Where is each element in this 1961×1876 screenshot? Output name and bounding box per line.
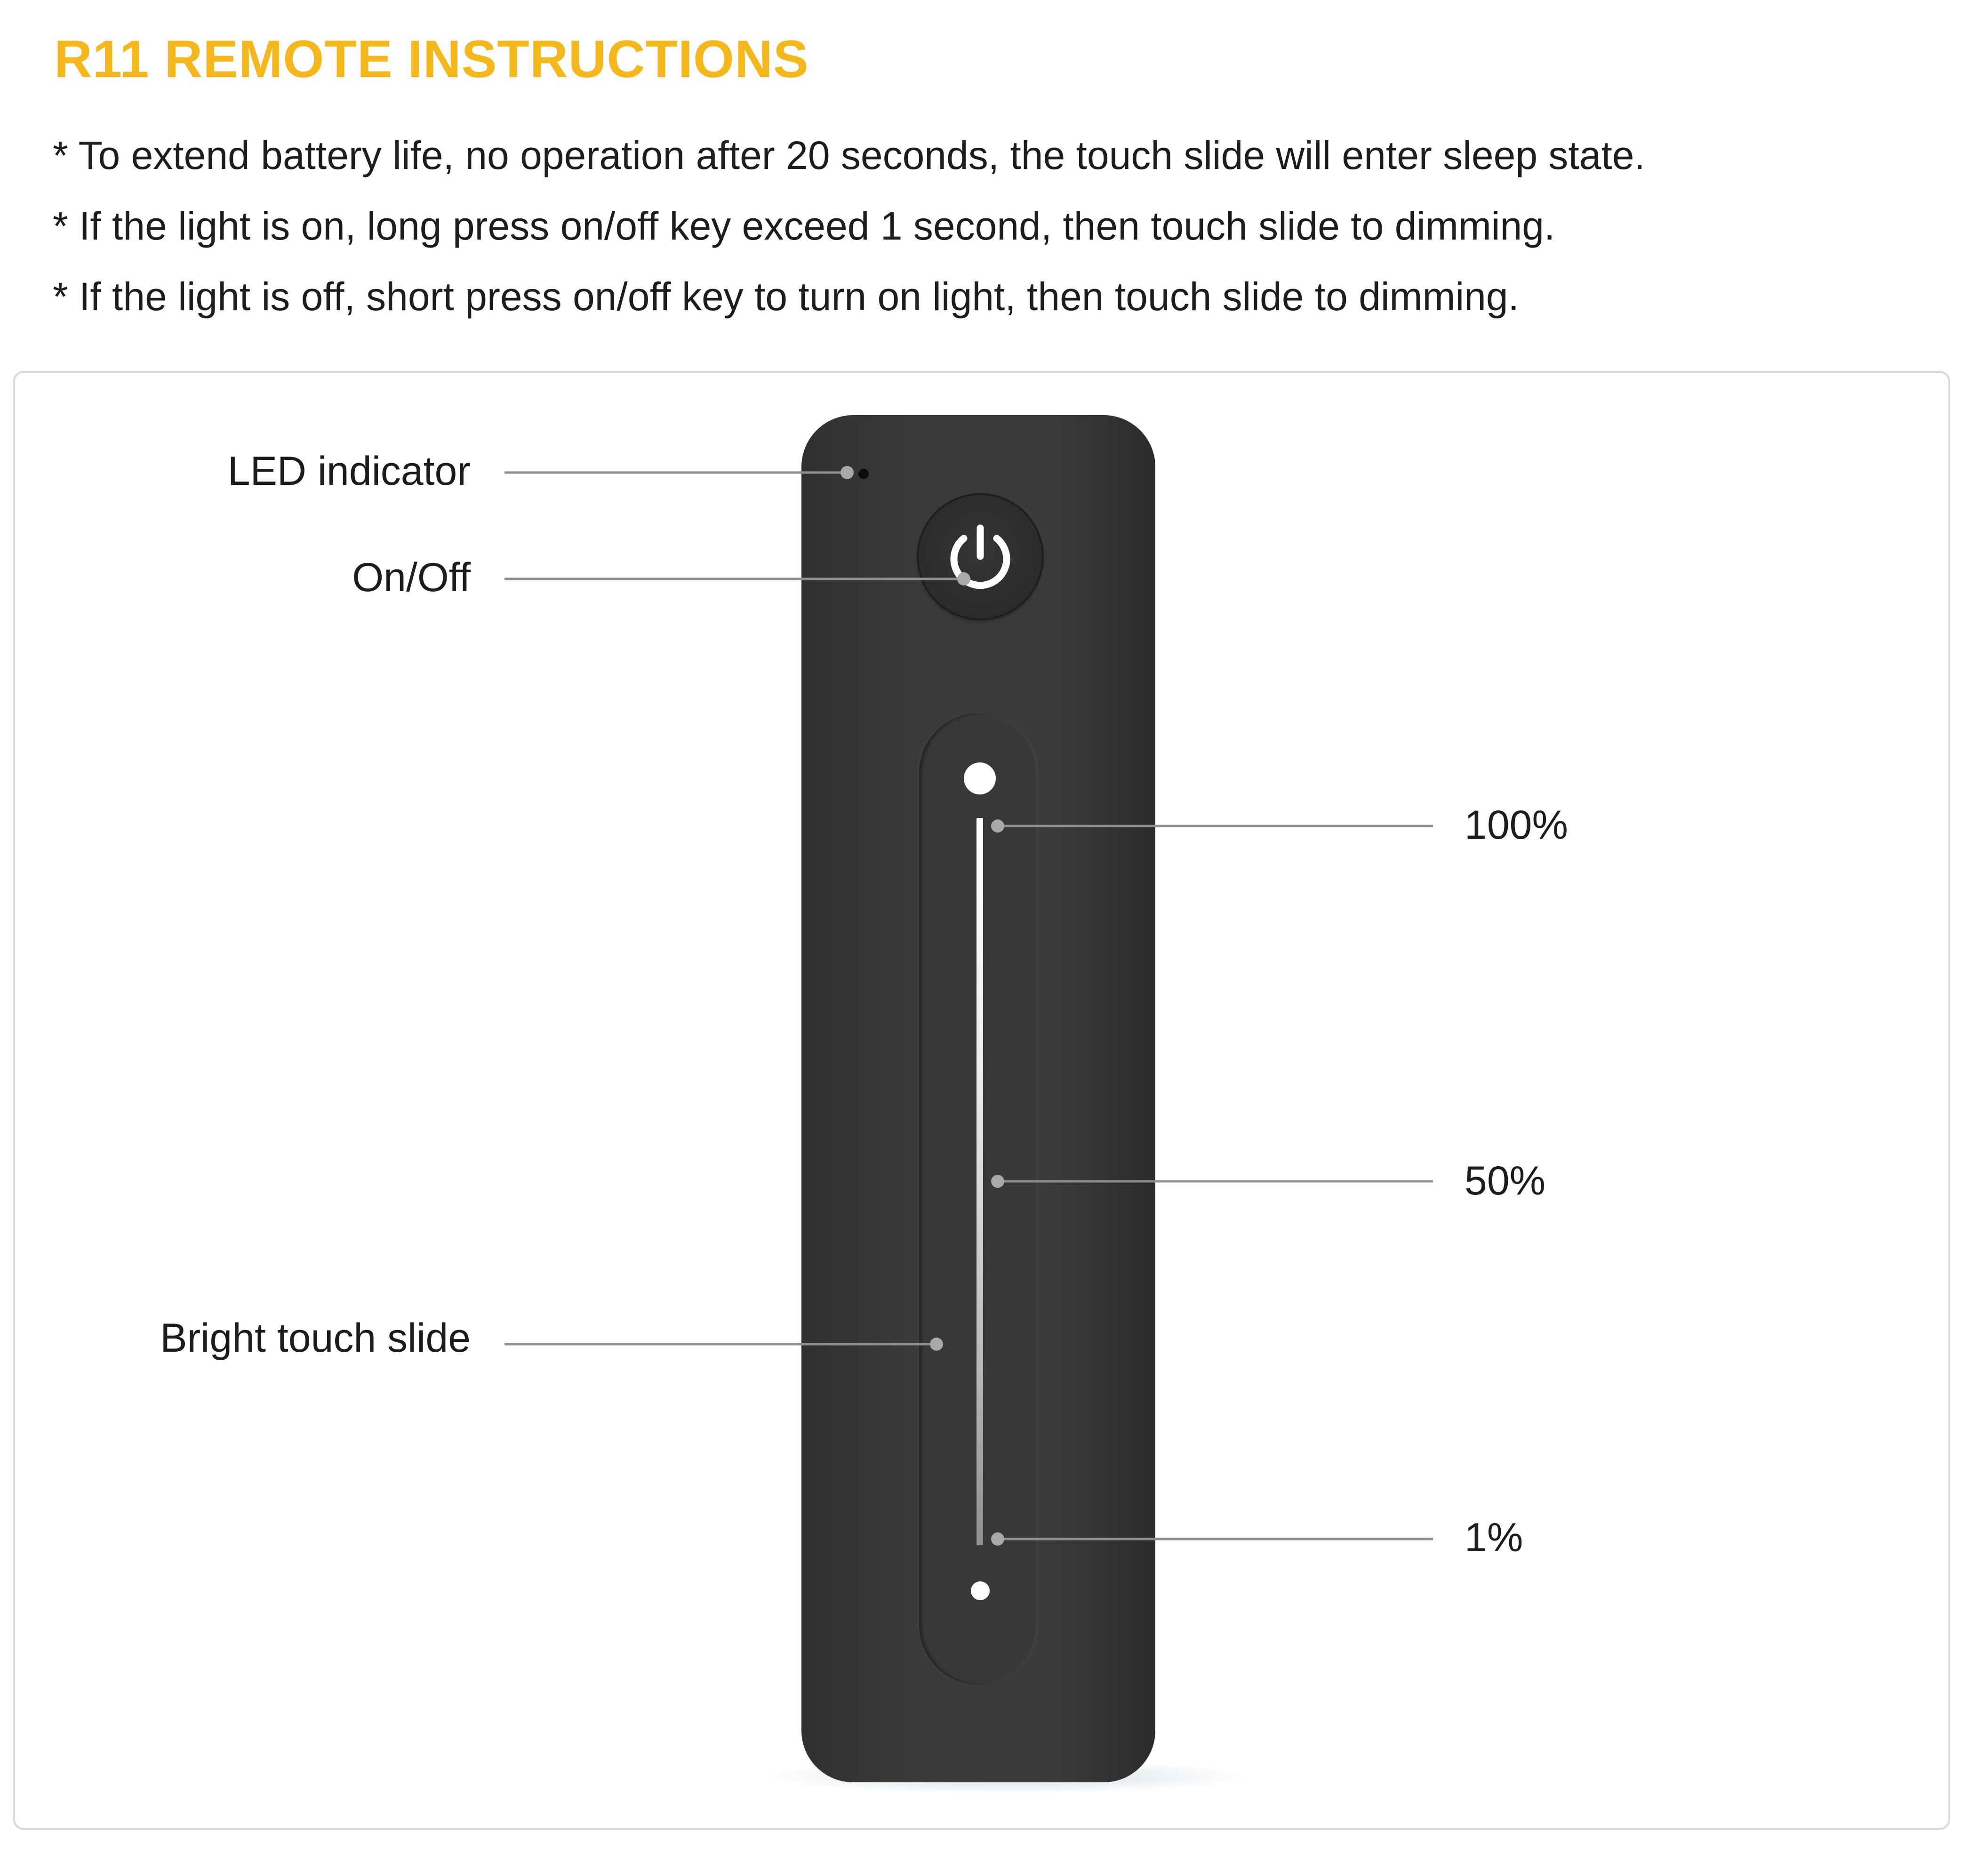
instruction-item: * If the light is on, long press on/off key exceed 1 second, then touch slide to dimming.	[53, 204, 1555, 248]
slide-leader-dot	[930, 1338, 943, 1351]
instruction-item: * If the light is off, short press on/off key to turn on light, then touch slide to dimming.	[53, 274, 1519, 319]
level-1-label: 1%	[1465, 1515, 1523, 1560]
on-off-label: On/Off	[352, 555, 471, 600]
level-50-label: 50%	[1465, 1158, 1546, 1203]
level-50-leader-dot	[991, 1175, 1004, 1188]
level-100-leader-dot	[991, 819, 1004, 833]
level-100-label: 100%	[1465, 802, 1568, 848]
level-1-leader-dot	[991, 1532, 1004, 1546]
led-indicator-label: LED indicator	[227, 449, 471, 494]
touch-slide-label: Bright touch slide	[160, 1315, 471, 1361]
instruction-item: * To extend battery life, no operation after 20 seconds, the touch slide will enter sleep state.	[53, 133, 1645, 177]
page-title: R11 REMOTE INSTRUCTIONS	[54, 30, 809, 88]
onoff-leader-dot	[957, 572, 970, 585]
led-leader-dot	[840, 466, 854, 479]
